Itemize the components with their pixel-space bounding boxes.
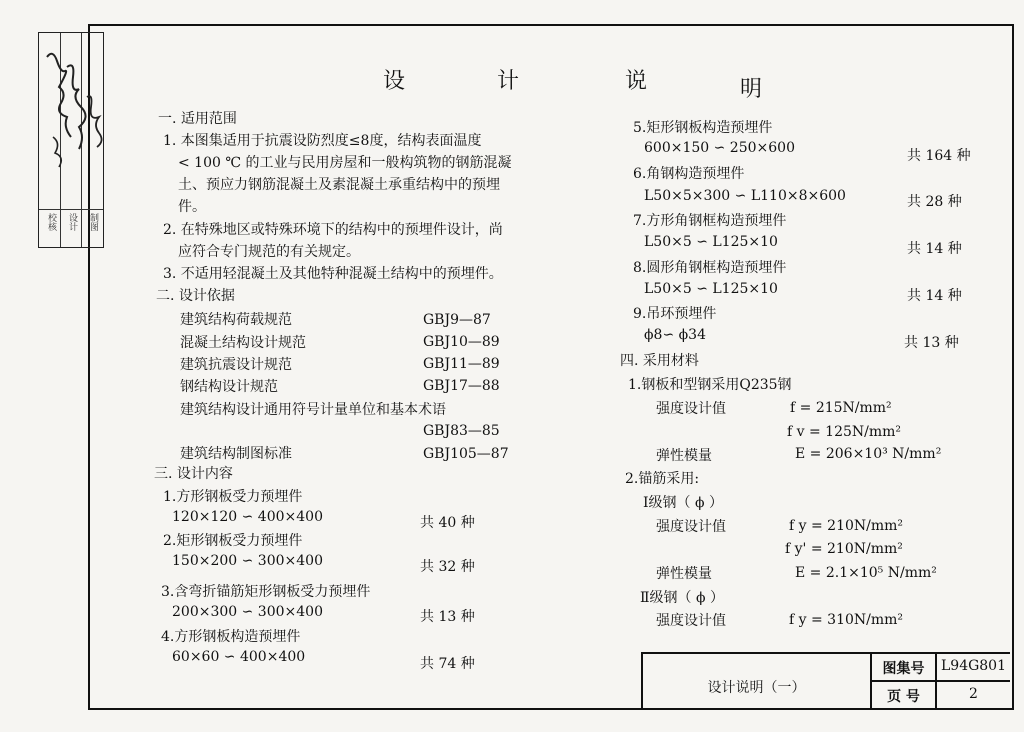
content-item-title: 4.方形钢板构造预埋件: [161, 629, 301, 645]
section-contents-heading: 三. 设计内容: [154, 466, 233, 482]
label-strength-grade2: 强度设计值: [656, 613, 726, 629]
content-item-range: 150×200 ∽ 300×400: [172, 553, 323, 569]
title-char-3: 说: [625, 69, 648, 94]
content-item-range: ϕ8∽ ϕ34: [644, 327, 706, 343]
grade-1-heading: Ⅰ级钢（ ϕ ）: [643, 495, 723, 511]
title-char-2: 计: [497, 69, 520, 94]
content-item-title: 2.矩形钢板受力预埋件: [163, 533, 303, 549]
title-char-4: 明: [740, 77, 763, 102]
value-fy1-prime: f y' = 210N/mm²: [785, 541, 903, 557]
scope-item-1-line-2: < 100 ℃ 的工业与民用房屋和一般构筑物的钢筋混凝: [178, 155, 512, 171]
content-item-range: L50×5 ∽ L125×10: [644, 234, 778, 250]
content-item-title: 6.角钢构造预埋件: [633, 166, 745, 182]
content-item-range: L50×5 ∽ L125×10: [644, 281, 778, 297]
content-item-count: 共 13 种: [420, 609, 475, 625]
content-item-title: 5.矩形钢板构造预埋件: [633, 120, 773, 136]
content-item-title: 9.吊环预埋件: [633, 306, 717, 322]
handwritten-signature: [39, 37, 103, 207]
section-basis-heading: 二. 设计依据: [156, 288, 235, 304]
title-char-1: 设: [383, 69, 406, 94]
label-modulus: 弹性模量: [656, 448, 712, 464]
section-materials-heading: 四. 采用材料: [620, 353, 699, 369]
value-E2: E = 2.1×10⁵ N/mm²: [795, 565, 937, 581]
title-block: [641, 652, 1010, 708]
stamp-label-drawing: 制图: [88, 213, 98, 231]
drawing-name: 设计说明（一）: [707, 680, 806, 696]
page-number: 2: [969, 686, 978, 702]
standard-name: 建筑结构荷载规范: [180, 312, 292, 328]
standard-name: 建筑结构制图标准: [180, 446, 292, 462]
label-strength-grade1: 强度设计值: [656, 519, 726, 535]
scope-item-1-line-3: 土、预应力钢筋混凝土及素混凝土承重结构中的预埋: [178, 177, 500, 193]
content-item-count: 共 40 种: [420, 515, 475, 531]
scope-item-2-line-1: 2. 在特殊地区或特殊环境下的结构中的预埋件设计，尚: [163, 222, 503, 238]
content-item-title: 7.方形角钢框构造预埋件: [633, 213, 787, 229]
content-item-count: 共 28 种: [907, 194, 962, 210]
content-item-range: 600×150 ∽ 250×600: [644, 140, 795, 156]
value-E1: E = 206×10³ N/mm²: [795, 446, 942, 462]
content-item-count: 共 32 种: [420, 559, 475, 575]
standard-code: GBJ105—87: [423, 446, 509, 462]
standard-code: GBJ83—85: [423, 423, 500, 439]
label-modulus-grade1: 弹性模量: [656, 566, 712, 582]
materials-steel-plate: 1.钢板和型钢采用Q235钢: [628, 377, 792, 393]
approval-stamp: [38, 32, 104, 248]
standard-code: GBJ10—89: [423, 334, 500, 350]
atlas-number: L94G801: [940, 658, 1007, 674]
scope-item-1-line-1: 1. 本图集适用于抗震设防烈度≤8度，结构表面温度: [163, 133, 482, 149]
content-item-count: 共 74 种: [420, 656, 475, 672]
atlas-number-label: 图集号: [882, 661, 925, 677]
content-item-count: 共 164 种: [907, 148, 971, 164]
content-item-range: L50×5×300 ∽ L110×8×600: [644, 188, 846, 204]
label-strength: 强度设计值: [656, 401, 726, 417]
section-scope-heading: 一. 适用范围: [158, 111, 237, 127]
stamp-label-check: 校核: [46, 213, 56, 231]
content-item-range: 60×60 ∽ 400×400: [172, 649, 306, 665]
standard-name: 钢结构设计规范: [180, 379, 278, 395]
content-item-count: 共 14 种: [907, 241, 962, 257]
standard-name: 混凝土结构设计规范: [180, 335, 306, 351]
standard-name: 建筑结构设计通用符号计量单位和基本术语: [180, 402, 446, 418]
page-number-label: 页 号: [887, 689, 920, 705]
standard-code: GBJ11—89: [423, 356, 500, 372]
value-fy1: f y = 210N/mm²: [789, 518, 904, 534]
content-item-range: 200×300 ∽ 300×400: [172, 604, 323, 620]
content-item-range: 120×120 ∽ 400×400: [172, 509, 323, 525]
content-item-title: 8.圆形角钢框构造预埋件: [633, 260, 787, 276]
scope-item-2-line-2: 应符合专门规范的有关规定。: [178, 244, 360, 260]
scope-item-3: 3. 不适用轻混凝土及其他特种混凝土结构中的预埋件。: [163, 266, 503, 282]
content-item-count: 共 14 种: [907, 288, 962, 304]
stamp-label-design: 设计: [67, 213, 77, 231]
standard-code: GBJ17—88: [423, 378, 500, 394]
value-f: f = 215N/mm²: [790, 400, 892, 416]
value-fy2: f y = 310N/mm²: [789, 612, 904, 628]
value-fv: f v = 125N/mm²: [787, 424, 902, 440]
grade-2-heading: Ⅱ级钢（ ϕ ）: [640, 590, 724, 606]
content-item-count: 共 13 种: [904, 335, 959, 351]
standard-name: 建筑抗震设计规范: [180, 357, 292, 373]
scope-item-1-line-4: 件。: [178, 199, 206, 215]
content-item-title: 3.含弯折锚筋矩形钢板受力预埋件: [161, 584, 371, 600]
materials-anchor: 2.锚筋采用:: [625, 471, 700, 487]
content-item-title: 1.方形钢板受力预埋件: [163, 489, 303, 505]
standard-code: GBJ9—87: [423, 312, 491, 328]
